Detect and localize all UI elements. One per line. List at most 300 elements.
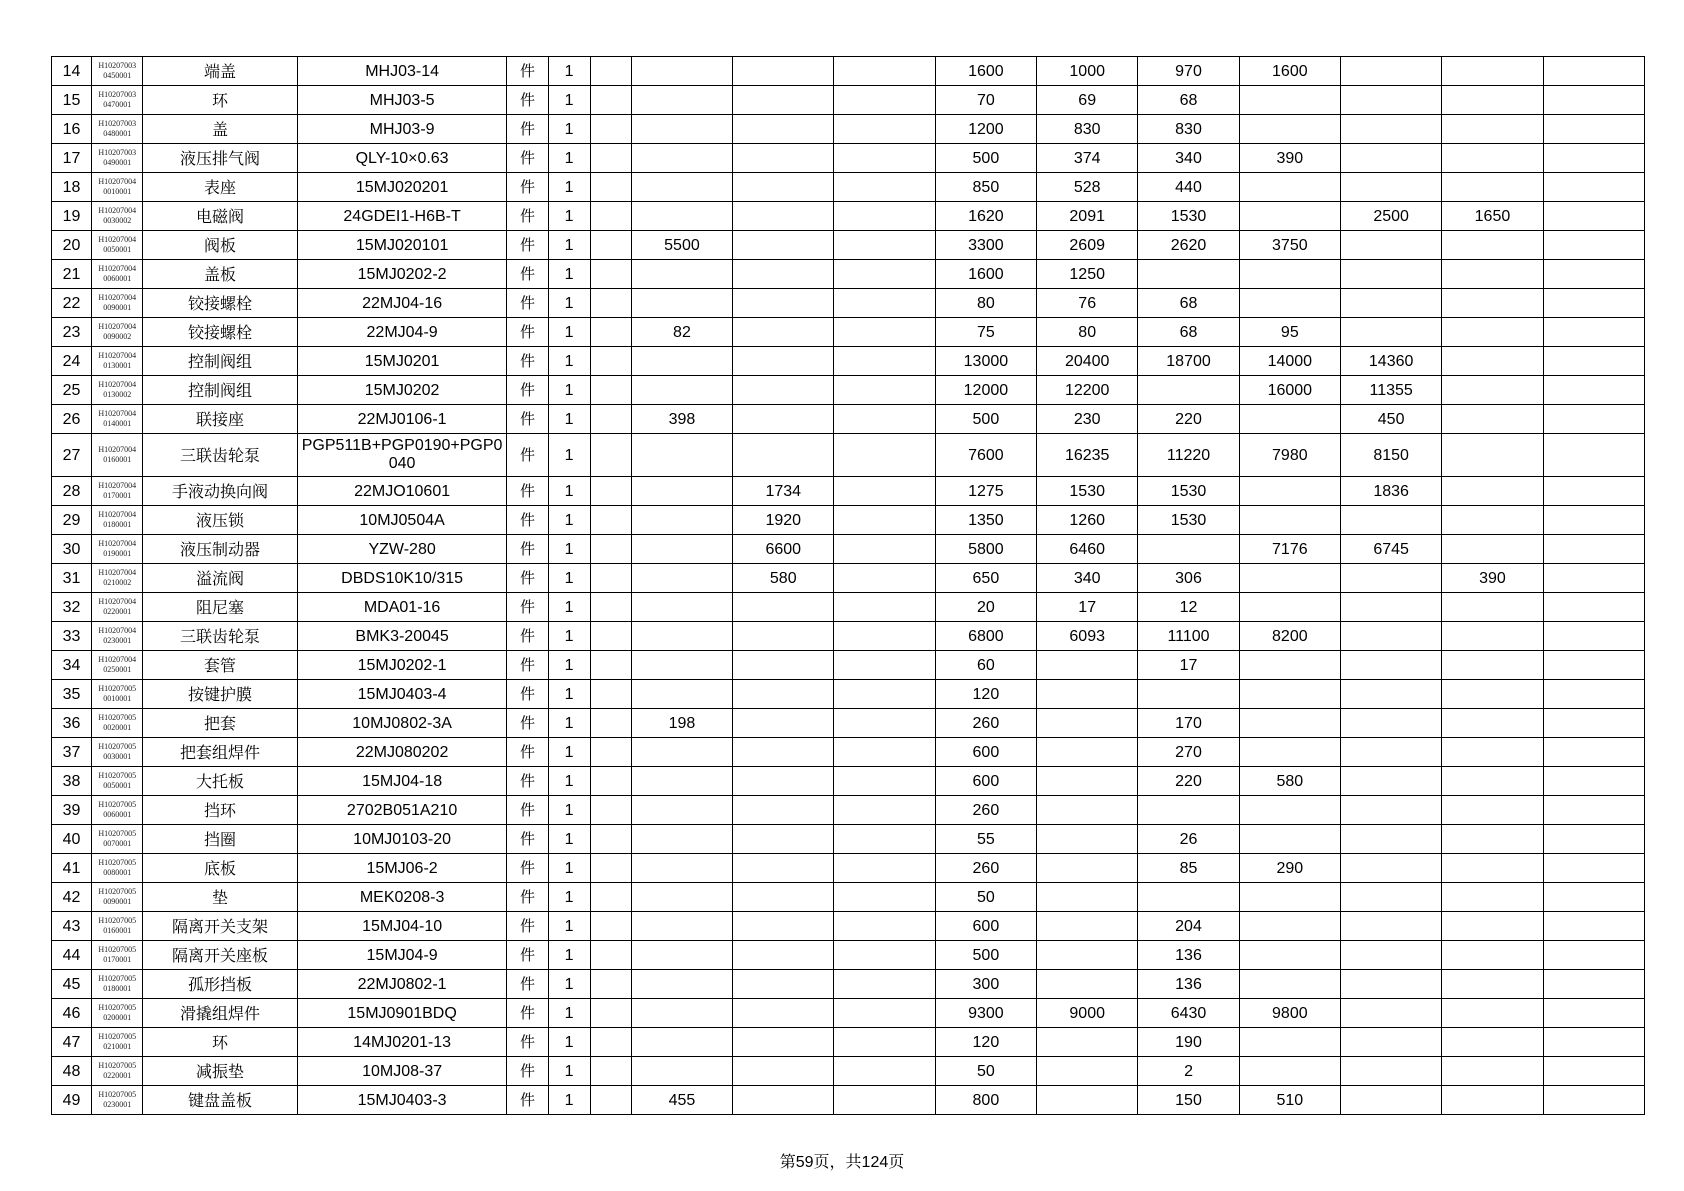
- model-number-cell: MHJ03-14: [297, 57, 507, 86]
- price-cell: 16000: [1239, 376, 1340, 405]
- price-cell: 170: [1138, 709, 1239, 738]
- material-code-line: 0090001: [103, 897, 132, 906]
- price-cell: [733, 1028, 834, 1057]
- unit-cell: 件: [507, 1057, 548, 1086]
- quantity-cell: 1: [548, 883, 590, 912]
- blank-cell: [590, 535, 631, 564]
- price-cell: [1543, 57, 1644, 86]
- price-cell: [631, 144, 732, 173]
- material-code-cell: [92, 231, 143, 260]
- price-cell: [733, 825, 834, 854]
- price-table: [51, 56, 1645, 1115]
- material-code-line: H10207003: [98, 148, 137, 157]
- price-cell: [1543, 796, 1644, 825]
- price-cell: [733, 651, 834, 680]
- price-cell: 1000: [1037, 57, 1138, 86]
- price-cell: [1037, 825, 1138, 854]
- price-cell: [733, 260, 834, 289]
- price-cell: [1340, 854, 1441, 883]
- row-number-cell: 20: [52, 231, 92, 260]
- blank-cell: [590, 738, 631, 767]
- price-cell: 26: [1138, 825, 1239, 854]
- price-cell: 150: [1138, 1086, 1239, 1115]
- price-cell: 6430: [1138, 999, 1239, 1028]
- price-cell: [1543, 318, 1644, 347]
- model-number-cell: 15MJ020201: [297, 173, 507, 202]
- material-code-cell: [92, 1086, 143, 1115]
- price-cell: [1543, 289, 1644, 318]
- material-code-cell: [92, 564, 143, 593]
- blank-cell: [590, 999, 631, 1028]
- blank-cell: [590, 622, 631, 651]
- material-code-line: H10207005: [98, 742, 137, 751]
- price-cell: [733, 854, 834, 883]
- material-code-line: 0060001: [103, 810, 132, 819]
- price-cell: [1543, 1086, 1644, 1115]
- quantity-cell: 1: [548, 535, 590, 564]
- blank-cell: [590, 506, 631, 535]
- table-row: [52, 622, 1645, 651]
- price-cell: [1239, 86, 1340, 115]
- material-code-line: H10207003: [98, 119, 137, 128]
- unit-cell: 件: [507, 260, 548, 289]
- row-number-cell: 36: [52, 709, 92, 738]
- price-cell: [1442, 173, 1543, 202]
- unit-cell: 件: [507, 825, 548, 854]
- price-cell: [1037, 796, 1138, 825]
- price-cell: [733, 144, 834, 173]
- price-cell: [1543, 115, 1644, 144]
- price-cell: [1340, 883, 1441, 912]
- price-cell: [1037, 912, 1138, 941]
- price-cell: [1037, 1028, 1138, 1057]
- price-cell: [834, 115, 935, 144]
- model-number-cell: BMK3-20045: [297, 622, 507, 651]
- price-cell: [834, 709, 935, 738]
- blank-cell: [590, 405, 631, 434]
- price-cell: [1239, 912, 1340, 941]
- price-cell: [733, 376, 834, 405]
- price-cell: [1442, 738, 1543, 767]
- blank-cell: [590, 651, 631, 680]
- unit-cell: 件: [507, 115, 548, 144]
- price-cell: 7600: [935, 434, 1036, 477]
- material-code-cell: [92, 651, 143, 680]
- price-cell: 13000: [935, 347, 1036, 376]
- price-cell: 136: [1138, 970, 1239, 999]
- price-cell: 260: [935, 796, 1036, 825]
- material-code-line: 0230001: [103, 636, 132, 645]
- unit-cell: 件: [507, 535, 548, 564]
- material-code-cell: [92, 405, 143, 434]
- price-cell: 6745: [1340, 535, 1441, 564]
- material-code-line: 0090002: [103, 332, 132, 341]
- price-cell: [1239, 970, 1340, 999]
- footer-middle: 页，共: [813, 1152, 862, 1171]
- price-cell: 600: [935, 738, 1036, 767]
- price-cell: [1340, 738, 1441, 767]
- material-code-line: 0480001: [103, 129, 132, 138]
- row-number-cell: 16: [52, 115, 92, 144]
- price-cell: [1442, 825, 1543, 854]
- price-cell: [1340, 173, 1441, 202]
- part-name-cell: 环: [143, 86, 297, 115]
- price-cell: [1340, 1086, 1441, 1115]
- model-number-cell: 15MJ0202-1: [297, 651, 507, 680]
- unit-cell: 件: [507, 405, 548, 434]
- part-name-cell: 液压锁: [143, 506, 297, 535]
- row-number-cell: 32: [52, 593, 92, 622]
- row-number-cell: 35: [52, 680, 92, 709]
- unit-cell: 件: [507, 796, 548, 825]
- material-code-line: H10207005: [98, 829, 137, 838]
- price-cell: [1442, 912, 1543, 941]
- unit-cell: 件: [507, 173, 548, 202]
- price-cell: [834, 970, 935, 999]
- model-number-cell: 22MJO10601: [297, 477, 507, 506]
- price-cell: [834, 622, 935, 651]
- material-code-line: H10207005: [98, 974, 137, 983]
- material-code-cell: [92, 883, 143, 912]
- price-cell: [1340, 1057, 1441, 1086]
- row-number-cell: 39: [52, 796, 92, 825]
- table-row: [52, 651, 1645, 680]
- price-cell: [1442, 680, 1543, 709]
- price-cell: [834, 289, 935, 318]
- model-number-cell: QLY-10×0.63: [297, 144, 507, 173]
- price-cell: 340: [1138, 144, 1239, 173]
- blank-cell: [590, 477, 631, 506]
- table-row: [52, 173, 1645, 202]
- material-code-line: 0180001: [103, 984, 132, 993]
- price-cell: [631, 854, 732, 883]
- row-number-cell: 23: [52, 318, 92, 347]
- price-cell: 12000: [935, 376, 1036, 405]
- price-cell: 6460: [1037, 535, 1138, 564]
- price-cell: 510: [1239, 1086, 1340, 1115]
- price-cell: 340: [1037, 564, 1138, 593]
- row-number-cell: 48: [52, 1057, 92, 1086]
- part-name-cell: 阀板: [143, 231, 297, 260]
- row-number-cell: 30: [52, 535, 92, 564]
- blank-cell: [590, 564, 631, 593]
- row-number-cell: 43: [52, 912, 92, 941]
- price-cell: 20400: [1037, 347, 1138, 376]
- model-number-cell: 10MJ0802-3A: [297, 709, 507, 738]
- material-code-line: 0230001: [103, 1100, 132, 1109]
- part-name-cell: 把套: [143, 709, 297, 738]
- price-cell: 70: [935, 86, 1036, 115]
- price-cell: 1260: [1037, 506, 1138, 535]
- table-row: [52, 231, 1645, 260]
- price-cell: [1543, 883, 1644, 912]
- price-cell: [1340, 506, 1441, 535]
- blank-cell: [590, 115, 631, 144]
- price-cell: [1543, 912, 1644, 941]
- price-cell: 580: [733, 564, 834, 593]
- price-cell: [1442, 115, 1543, 144]
- price-cell: 1600: [935, 57, 1036, 86]
- price-cell: [834, 767, 935, 796]
- price-cell: [1239, 564, 1340, 593]
- material-code-line: 0170001: [103, 955, 132, 964]
- quantity-cell: 1: [548, 999, 590, 1028]
- unit-cell: 件: [507, 709, 548, 738]
- unit-cell: 件: [507, 477, 548, 506]
- price-cell: [1442, 434, 1543, 477]
- price-cell: [631, 477, 732, 506]
- material-code-cell: [92, 622, 143, 651]
- material-code-line: 0130002: [103, 390, 132, 399]
- quantity-cell: 1: [548, 651, 590, 680]
- price-cell: [1037, 651, 1138, 680]
- material-code-cell: [92, 144, 143, 173]
- model-number-cell: 15MJ0403-3: [297, 1086, 507, 1115]
- material-code-cell: [92, 535, 143, 564]
- price-cell: [1239, 506, 1340, 535]
- price-cell: [834, 651, 935, 680]
- price-cell: 82: [631, 318, 732, 347]
- table-row: [52, 738, 1645, 767]
- material-code-line: H10207004: [98, 409, 137, 418]
- material-code-cell: [92, 434, 143, 477]
- unit-cell: 件: [507, 970, 548, 999]
- price-cell: [834, 173, 935, 202]
- price-cell: 95: [1239, 318, 1340, 347]
- price-cell: 11220: [1138, 434, 1239, 477]
- blank-cell: [590, 1028, 631, 1057]
- material-code-line: 0020001: [103, 723, 132, 732]
- price-cell: [834, 434, 935, 477]
- price-cell: [631, 289, 732, 318]
- blank-cell: [590, 970, 631, 999]
- price-cell: [1442, 535, 1543, 564]
- price-cell: [733, 1057, 834, 1086]
- material-code-line: H10207004: [98, 206, 137, 215]
- price-cell: [1239, 883, 1340, 912]
- material-code-line: H10207005: [98, 771, 137, 780]
- price-cell: [1340, 86, 1441, 115]
- quantity-cell: 1: [548, 680, 590, 709]
- table-row: [52, 318, 1645, 347]
- price-cell: 20: [935, 593, 1036, 622]
- price-cell: 290: [1239, 854, 1340, 883]
- price-cell: [834, 405, 935, 434]
- price-cell: 398: [631, 405, 732, 434]
- row-number-cell: 38: [52, 767, 92, 796]
- part-name-cell: 把套组焊件: [143, 738, 297, 767]
- price-cell: [1037, 767, 1138, 796]
- price-cell: 1530: [1138, 202, 1239, 231]
- table-row: [52, 535, 1645, 564]
- price-cell: [631, 593, 732, 622]
- price-cell: [834, 202, 935, 231]
- material-code-line: H10207004: [98, 510, 137, 519]
- price-cell: [733, 767, 834, 796]
- price-cell: [834, 260, 935, 289]
- price-cell: [1239, 1028, 1340, 1057]
- quantity-cell: 1: [548, 434, 590, 477]
- price-cell: 528: [1037, 173, 1138, 202]
- part-name-cell: 电磁阀: [143, 202, 297, 231]
- part-name-cell: 键盘盖板: [143, 1086, 297, 1115]
- part-name-cell: 手液动换向阀: [143, 477, 297, 506]
- price-cell: [733, 173, 834, 202]
- quantity-cell: 1: [548, 202, 590, 231]
- price-cell: 18700: [1138, 347, 1239, 376]
- material-code-line: 0080001: [103, 868, 132, 877]
- price-cell: [1239, 680, 1340, 709]
- row-number-cell: 27: [52, 434, 92, 477]
- row-number-cell: 25: [52, 376, 92, 405]
- material-code-line: 0450001: [103, 71, 132, 80]
- model-number-cell: 14MJ0201-13: [297, 1028, 507, 1057]
- model-number-cell: 15MJ04-10: [297, 912, 507, 941]
- part-name-cell: 表座: [143, 173, 297, 202]
- table-body: [52, 57, 1645, 1115]
- price-cell: [1442, 318, 1543, 347]
- table-row: [52, 796, 1645, 825]
- material-code-cell: [92, 970, 143, 999]
- price-cell: [1543, 1028, 1644, 1057]
- material-code-line: H10207004: [98, 568, 137, 577]
- price-cell: 1530: [1138, 506, 1239, 535]
- quantity-cell: 1: [548, 593, 590, 622]
- price-cell: [631, 825, 732, 854]
- price-cell: 1530: [1138, 477, 1239, 506]
- table-row: [52, 1057, 1645, 1086]
- price-cell: [631, 434, 732, 477]
- price-cell: [1239, 593, 1340, 622]
- unit-cell: 件: [507, 593, 548, 622]
- price-cell: [1340, 651, 1441, 680]
- price-cell: 12: [1138, 593, 1239, 622]
- price-cell: 55: [935, 825, 1036, 854]
- table-row: [52, 506, 1645, 535]
- quantity-cell: 1: [548, 1057, 590, 1086]
- price-cell: [1442, 506, 1543, 535]
- price-cell: [1442, 709, 1543, 738]
- price-cell: 390: [1442, 564, 1543, 593]
- quantity-cell: 1: [548, 477, 590, 506]
- price-cell: 230: [1037, 405, 1138, 434]
- price-cell: [834, 535, 935, 564]
- blank-cell: [590, 883, 631, 912]
- price-cell: [1543, 405, 1644, 434]
- part-name-cell: 底板: [143, 854, 297, 883]
- price-cell: [1340, 825, 1441, 854]
- blank-cell: [590, 434, 631, 477]
- model-number-cell: 15MJ0201: [297, 347, 507, 376]
- price-cell: 1920: [733, 506, 834, 535]
- price-cell: [834, 1086, 935, 1115]
- price-cell: [733, 622, 834, 651]
- price-cell: 75: [935, 318, 1036, 347]
- unit-cell: 件: [507, 347, 548, 376]
- price-cell: [1239, 405, 1340, 434]
- price-cell: 1650: [1442, 202, 1543, 231]
- price-cell: [834, 999, 935, 1028]
- price-cell: 1275: [935, 477, 1036, 506]
- price-cell: [1543, 535, 1644, 564]
- table-row: [52, 86, 1645, 115]
- row-number-cell: 26: [52, 405, 92, 434]
- price-cell: 580: [1239, 767, 1340, 796]
- price-cell: 50: [935, 1057, 1036, 1086]
- price-cell: 11100: [1138, 622, 1239, 651]
- material-code-line: 0190001: [103, 549, 132, 558]
- price-cell: [733, 86, 834, 115]
- price-cell: [834, 1028, 935, 1057]
- material-code-line: 0180001: [103, 520, 132, 529]
- price-cell: [1543, 1057, 1644, 1086]
- quantity-cell: 1: [548, 231, 590, 260]
- table-row: [52, 999, 1645, 1028]
- unit-cell: 件: [507, 86, 548, 115]
- material-code-line: 0030001: [103, 752, 132, 761]
- material-code-line: H10207005: [98, 858, 137, 867]
- model-number-cell: 22MJ080202: [297, 738, 507, 767]
- price-cell: [733, 434, 834, 477]
- price-cell: [834, 376, 935, 405]
- unit-cell: 件: [507, 912, 548, 941]
- material-code-line: H10207004: [98, 264, 137, 273]
- price-cell: [1442, 57, 1543, 86]
- quantity-cell: 1: [548, 1086, 590, 1115]
- model-number-cell: MHJ03-9: [297, 115, 507, 144]
- model-number-cell: 10MJ08-37: [297, 1057, 507, 1086]
- unit-cell: 件: [507, 57, 548, 86]
- material-code-line: 0200001: [103, 1013, 132, 1022]
- price-cell: [631, 86, 732, 115]
- material-code-cell: [92, 941, 143, 970]
- price-cell: [1239, 173, 1340, 202]
- price-cell: [1543, 970, 1644, 999]
- price-cell: [834, 912, 935, 941]
- price-cell: [733, 941, 834, 970]
- material-code-cell: [92, 825, 143, 854]
- part-name-cell: 盖板: [143, 260, 297, 289]
- total-page-count: 124: [861, 1154, 889, 1171]
- price-cell: [1340, 912, 1441, 941]
- blank-cell: [590, 173, 631, 202]
- price-cell: 69: [1037, 86, 1138, 115]
- quantity-cell: 1: [548, 86, 590, 115]
- blank-cell: [590, 318, 631, 347]
- price-cell: [1543, 477, 1644, 506]
- row-number-cell: 47: [52, 1028, 92, 1057]
- unit-cell: 件: [507, 941, 548, 970]
- price-cell: [1340, 767, 1441, 796]
- part-name-cell: 环: [143, 1028, 297, 1057]
- price-cell: [1543, 593, 1644, 622]
- price-cell: 1250: [1037, 260, 1138, 289]
- price-cell: [834, 57, 935, 86]
- price-cell: [1543, 709, 1644, 738]
- model-number-cell: 22MJ0106-1: [297, 405, 507, 434]
- price-cell: [1340, 289, 1441, 318]
- price-cell: [631, 651, 732, 680]
- price-cell: [1037, 1086, 1138, 1115]
- part-name-cell: 联接座: [143, 405, 297, 434]
- blank-cell: [590, 593, 631, 622]
- model-number-cell: 22MJ04-16: [297, 289, 507, 318]
- price-cell: 450: [1340, 405, 1441, 434]
- price-cell: [1442, 347, 1543, 376]
- price-cell: [1138, 376, 1239, 405]
- material-code-line: H10207003: [98, 90, 137, 99]
- material-code-cell: [92, 796, 143, 825]
